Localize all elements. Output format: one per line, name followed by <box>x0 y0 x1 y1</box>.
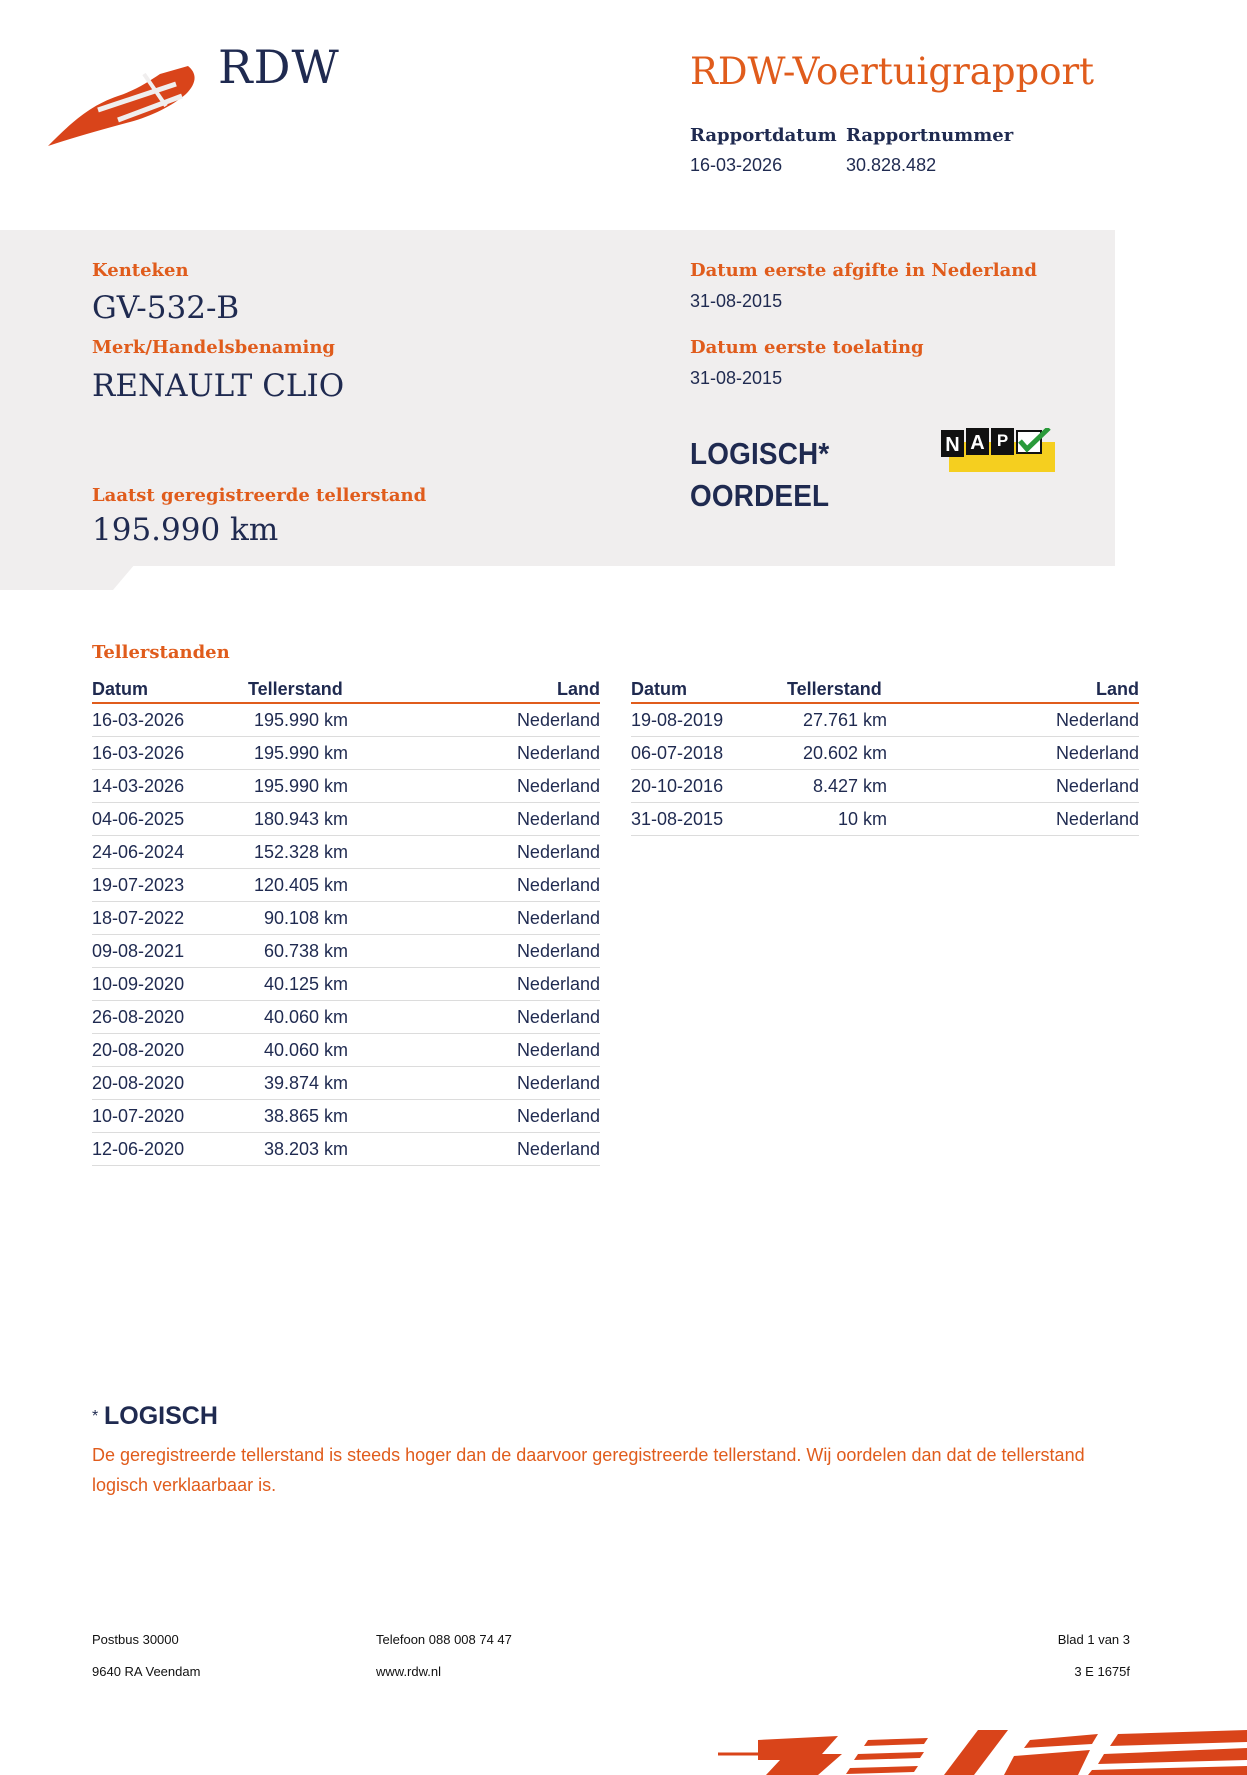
table-row <box>92 1067 600 1100</box>
rdw-logo-text: RDW <box>218 40 340 94</box>
table-row <box>631 803 1139 836</box>
cell-date: 18-07-2022 <box>92 902 248 935</box>
cell-country: Nederland <box>348 1133 600 1166</box>
table-row <box>631 770 1139 803</box>
table-row <box>92 737 600 770</box>
nap-check-icon <box>941 428 1055 472</box>
odometer-table-right <box>631 670 1139 836</box>
cell-date: 10-07-2020 <box>92 1100 248 1133</box>
cell-country: Nederland <box>348 1100 600 1133</box>
table-row <box>92 803 600 836</box>
cell-reading: 39.874 km <box>248 1067 348 1100</box>
make-value: RENAULT CLIO <box>92 368 345 404</box>
cell-reading: 10 km <box>787 803 887 836</box>
table-row <box>92 1034 600 1067</box>
cell-reading: 60.738 km <box>248 935 348 968</box>
verdict-line-2: OORDEEL <box>690 478 830 513</box>
cell-reading: 180.943 km <box>248 803 348 836</box>
table-row <box>631 737 1139 770</box>
first-issue-nl-label: Datum eerste afgifte in Nederland <box>690 260 1037 281</box>
cell-country: Nederland <box>348 869 600 902</box>
footer-website-link[interactable]: www.rdw.nl <box>376 1664 442 1679</box>
first-issue-nl-value: 31-08-2015 <box>690 291 783 311</box>
table-header-row <box>631 670 1139 703</box>
column-header-country: Land <box>348 670 600 703</box>
cell-country: Nederland <box>887 737 1139 770</box>
cell-reading: 195.990 km <box>248 703 348 737</box>
report-number-label: Rapportnummer <box>846 125 1014 146</box>
cell-reading: 40.125 km <box>248 968 348 1001</box>
cell-reading: 195.990 km <box>248 770 348 803</box>
cell-country: Nederland <box>887 770 1139 803</box>
cell-date: 10-09-2020 <box>92 968 248 1001</box>
nap-letter-n: N <box>945 434 960 456</box>
cell-country: Nederland <box>348 1067 600 1100</box>
table-row <box>92 1001 600 1034</box>
table-row <box>92 770 600 803</box>
cell-date: 04-06-2025 <box>92 803 248 836</box>
table-row <box>92 902 600 935</box>
table-row <box>92 869 600 902</box>
table-row <box>92 1100 600 1133</box>
cell-date: 24-06-2024 <box>92 836 248 869</box>
cell-date: 19-07-2023 <box>92 869 248 902</box>
cell-country: Nederland <box>348 902 600 935</box>
cell-reading: 20.602 km <box>787 737 887 770</box>
cell-country: Nederland <box>348 703 600 737</box>
last-odometer-value: 195.990 km <box>92 512 279 548</box>
report-number-value: 30.828.482 <box>846 155 937 175</box>
first-admission-value: 31-08-2015 <box>690 368 783 388</box>
cell-reading: 38.203 km <box>248 1133 348 1166</box>
footer-address-line-1: Postbus 30000 <box>92 1632 179 1647</box>
cell-reading: 40.060 km <box>248 1034 348 1067</box>
cell-date: 12-06-2020 <box>92 1133 248 1166</box>
cell-reading: 195.990 km <box>248 737 348 770</box>
verdict-line-1: LOGISCH* <box>690 436 830 471</box>
cell-date: 20-08-2020 <box>92 1067 248 1100</box>
table-row <box>92 968 600 1001</box>
cell-date: 14-03-2026 <box>92 770 248 803</box>
odometer-table-left <box>92 670 600 1166</box>
column-header-reading: Tellerstand <box>787 670 887 703</box>
cell-date: 16-03-2026 <box>92 737 248 770</box>
report-date-value: 16-03-2026 <box>690 155 783 175</box>
panel-tab-decoration <box>0 564 135 594</box>
cell-country: Nederland <box>887 703 1139 737</box>
plate-label: Kenteken <box>92 260 189 281</box>
cell-country: Nederland <box>348 803 600 836</box>
table-row <box>631 703 1139 737</box>
cell-date: 31-08-2015 <box>631 803 787 836</box>
cell-reading: 8.427 km <box>787 770 887 803</box>
table-row <box>92 1133 600 1166</box>
cell-country: Nederland <box>348 836 600 869</box>
report-title: RDW-Voertuigrapport <box>690 50 1095 93</box>
table-header-row <box>92 670 600 703</box>
table-row <box>92 836 600 869</box>
cell-date: 06-07-2018 <box>631 737 787 770</box>
cell-date: 16-03-2026 <box>92 703 248 737</box>
cell-country: Nederland <box>348 935 600 968</box>
column-header-date: Datum <box>631 670 787 703</box>
column-header-country: Land <box>887 670 1139 703</box>
cell-reading: 38.865 km <box>248 1100 348 1133</box>
cell-date: 20-10-2016 <box>631 770 787 803</box>
cell-reading: 152.328 km <box>248 836 348 869</box>
cell-reading: 40.060 km <box>248 1001 348 1034</box>
cell-country: Nederland <box>887 803 1139 836</box>
cell-date: 20-08-2020 <box>92 1034 248 1067</box>
rdw-logo-mark <box>48 66 200 150</box>
table-row <box>92 703 600 737</box>
table-row <box>92 935 600 968</box>
first-admission-label: Datum eerste toelating <box>690 337 924 358</box>
plate-value: GV-532-B <box>92 290 240 326</box>
column-header-reading: Tellerstand <box>248 670 348 703</box>
footnote-text: De geregistreerde tellerstand is steeds hoger dan de daarvoor geregistreerde tellerstand. Wij oordelen dan dat de tellerstand logisch verklaarbaar is. <box>92 1445 1085 1495</box>
cell-date: 19-08-2019 <box>631 703 787 737</box>
footer-phone: Telefoon 088 008 74 47 <box>376 1632 512 1647</box>
cell-country: Nederland <box>348 968 600 1001</box>
footer-page-number: Blad 1 van 3 <box>1057 1632 1130 1647</box>
footer-address-line-2: 9640 RA Veendam <box>92 1664 201 1679</box>
cell-reading: 120.405 km <box>248 869 348 902</box>
report-date-label: Rapportdatum <box>690 125 837 146</box>
cell-reading: 90.108 km <box>248 902 348 935</box>
cell-country: Nederland <box>348 737 600 770</box>
column-header-date: Datum <box>92 670 248 703</box>
nap-letter-a: A <box>970 432 985 454</box>
cell-country: Nederland <box>348 1034 600 1067</box>
nap-letter-p: P <box>996 431 1009 450</box>
footnote-title: LOGISCH <box>104 1402 218 1430</box>
odometer-table-heading: Tellerstanden <box>92 642 230 663</box>
make-label: Merk/Handelsbenaming <box>92 337 336 358</box>
footnote-asterisk: * <box>92 1408 99 1425</box>
footer-document-code: 3 E 1675f <box>1074 1664 1130 1679</box>
cell-date: 26-08-2020 <box>92 1001 248 1034</box>
cell-country: Nederland <box>348 770 600 803</box>
brand-stripes-decoration <box>718 1730 1247 1775</box>
cell-date: 09-08-2021 <box>92 935 248 968</box>
cell-country: Nederland <box>348 1001 600 1034</box>
cell-reading: 27.761 km <box>787 703 887 737</box>
last-odometer-label: Laatst geregistreerde tellerstand <box>92 485 427 506</box>
